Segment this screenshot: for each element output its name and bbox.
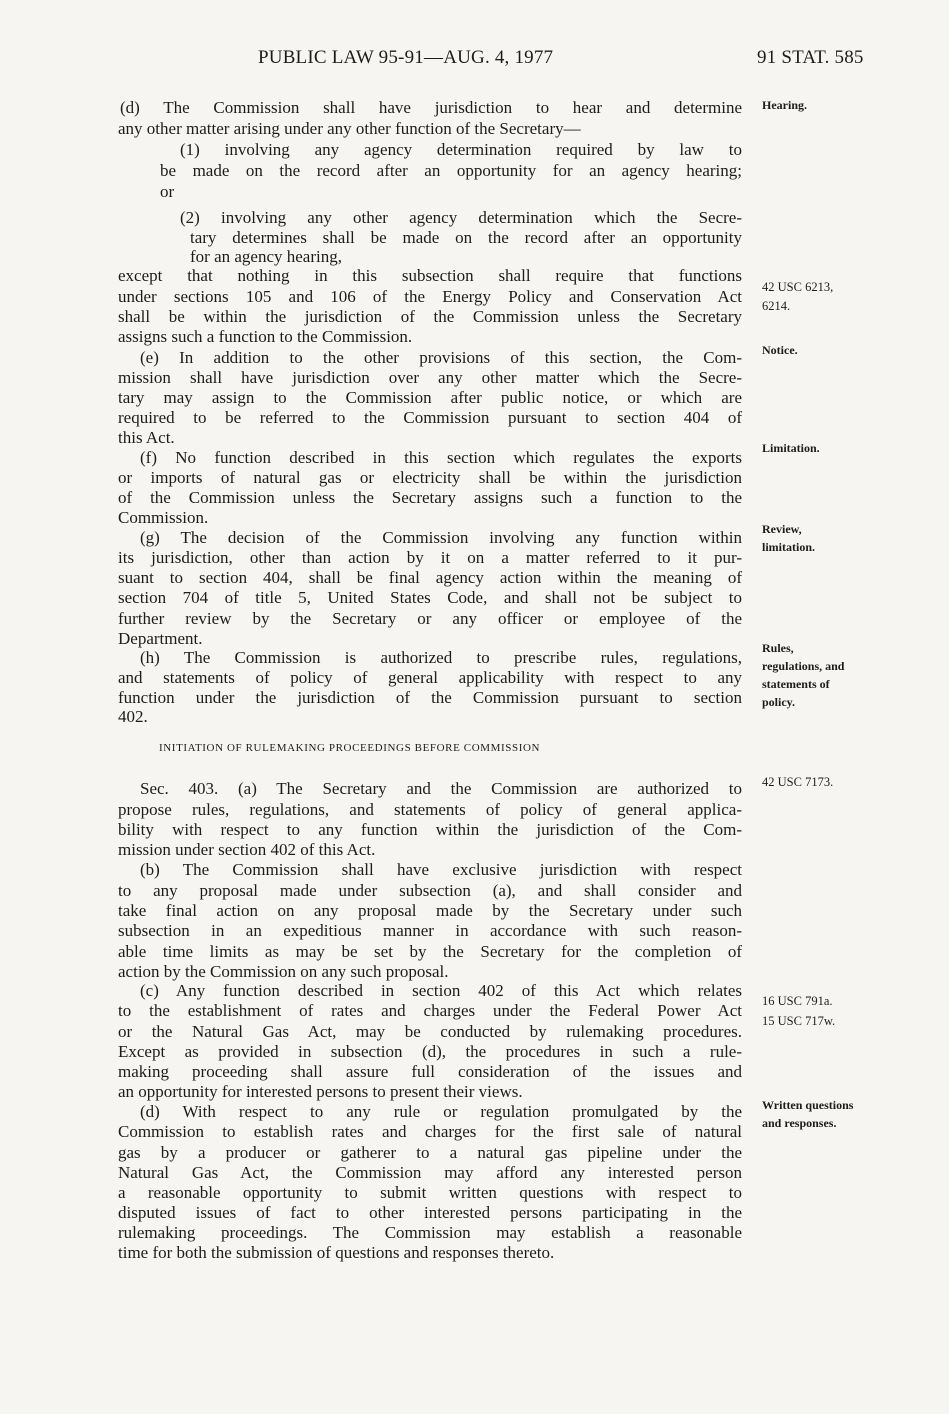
body-line: be made on the record after an opportunity for an agency hearing; [160,161,742,180]
margin-note: 42 USC 6213, [762,280,834,294]
body-line: (d) With respect to any rule or regulation promulgated by the [140,1102,742,1121]
body-line: Department. [118,629,203,648]
margin-note: Hearing. [762,98,807,112]
margin-note: Limitation. [762,441,820,455]
body-line: or imports of natural gas or electricity shall be within the jurisdiction [118,468,742,487]
body-line: take final action on any proposal made by the Secretary under such [118,901,742,920]
body-line: Natural Gas Act, the Commission may afford any interested person [118,1163,742,1182]
body-line: shall be within the jurisdiction of the Commission unless the Secretary [118,307,742,326]
margin-note: Rules, [762,641,794,655]
margin-note: policy. [762,695,796,709]
body-line: subsection in an expeditious manner in accordance with such reason- [118,921,742,940]
body-line: or the Natural Gas Act, may be conducted by rulemaking procedures. [118,1022,742,1041]
body-line: assigns such a function to the Commission. [118,327,413,346]
body-line: time for both the submission of questions and responses thereto. [118,1243,555,1262]
body-line: (f) No function described in this section which regulates the exports [140,448,742,467]
running-header-title: PUBLIC LAW 95-91—AUG. 4, 1977 [258,47,554,68]
body-line: any other matter arising under any other function of the Secretary— [118,119,581,138]
body-line: suant to section 404, shall be final agency action within the meaning of [118,568,742,587]
body-line: mission shall have jurisdiction over any other matter which the Secre- [118,368,742,387]
body-line: able time limits as may be set by the Secretary for the completion of [118,942,742,961]
body-line: disputed issues of fact to other interested persons participating in the [118,1203,742,1222]
body-line: this Act. [118,428,175,447]
body-line: (d) The Commission shall have jurisdiction to hear and determine [120,98,742,117]
body-line: (b) The Commission shall have exclusive jurisdiction with respect [140,860,742,879]
margin-note: Written questions [762,1098,854,1112]
margin-note: 15 USC 717w. [762,1014,836,1028]
body-line: tary determines shall be made on the record after an opportunity [190,228,742,247]
body-line: Sec. 403. (a) The Secretary and the Commission are authorized to [140,779,742,798]
body-line: (c) Any function described in section 402 of this Act which relates [140,981,742,1000]
body-line: propose rules, regulations, and statements of policy of general applica- [118,800,742,819]
body-line: and statements of policy of general applicability with respect to any [118,668,742,687]
body-line: to any proposal made under subsection (a), and shall consider and [118,881,742,900]
margin-note: Notice. [762,343,798,357]
section-heading: INITIATION OF RULEMAKING PROCEEDINGS BEFORE COMMISSION [159,742,541,754]
body-line: Except as provided in subsection (d), the procedures in such a rule- [118,1042,742,1061]
body-line: except that nothing in this subsection shall require that functions [118,266,742,285]
margin-note: statements of [762,677,830,691]
body-line: (g) The decision of the Commission involving any function within [140,528,742,547]
margin-note: 42 USC 7173. [762,775,834,789]
body-line: gas by a producer or gatherer to a natural gas pipeline under the [118,1143,742,1162]
margin-note: limitation. [762,540,815,554]
body-line: or [160,182,175,201]
body-line: function under the jurisdiction of the Commission pursuant to section [118,688,742,707]
body-line: for an agency hearing, [190,247,342,266]
margin-note: Review, [762,522,802,536]
body-line: 402. [118,707,148,726]
body-line: mission under section 402 of this Act. [118,840,376,859]
running-header-page-number: 91 STAT. 585 [757,47,864,68]
body-line: an opportunity for interested persons to present their views. [118,1082,523,1101]
body-line: of the Commission unless the Secretary assigns such a function to the [118,488,742,507]
body-line: bility with respect to any function within the jurisdiction of the Com- [118,820,742,839]
body-line: required to be referred to the Commission pursuant to section 404 of [118,408,742,427]
margin-note: regulations, and [762,659,845,673]
body-line: Commission. [118,508,209,527]
body-line: (e) In addition to the other provisions of this section, the Com- [140,348,742,367]
body-line: (h) The Commission is authorized to prescribe rules, regulations, [140,648,742,667]
body-line: Commission to establish rates and charges for the first sale of natural [118,1122,742,1141]
margin-note: and responses. [762,1116,837,1130]
margin-note: 16 USC 791a. [762,994,833,1008]
body-line: (1) involving any agency determination required by law to [180,140,742,159]
body-line: making proceeding shall assure full consideration of the issues and [118,1062,742,1081]
body-line: action by the Commission on any such proposal. [118,962,449,981]
body-line: its jurisdiction, other than action by it on a matter referred to it pur- [118,548,742,567]
body-line: under sections 105 and 106 of the Energy Policy and Conservation Act [118,287,742,306]
body-line: further review by the Secretary or any officer or employee of the [118,609,742,628]
body-line: tary may assign to the Commission after public notice, or which are [118,388,742,407]
body-line: section 704 of title 5, United States Code, and shall not be subject to [118,588,742,607]
body-line: to the establishment of rates and charges under the Federal Power Act [118,1001,742,1020]
body-line: rulemaking proceedings. The Commission may establish a reasonable [118,1223,742,1242]
body-line: a reasonable opportunity to submit written questions with respect to [118,1183,742,1202]
body-line: (2) involving any other agency determination which the Secre- [180,208,742,227]
margin-note: 6214. [762,299,791,313]
